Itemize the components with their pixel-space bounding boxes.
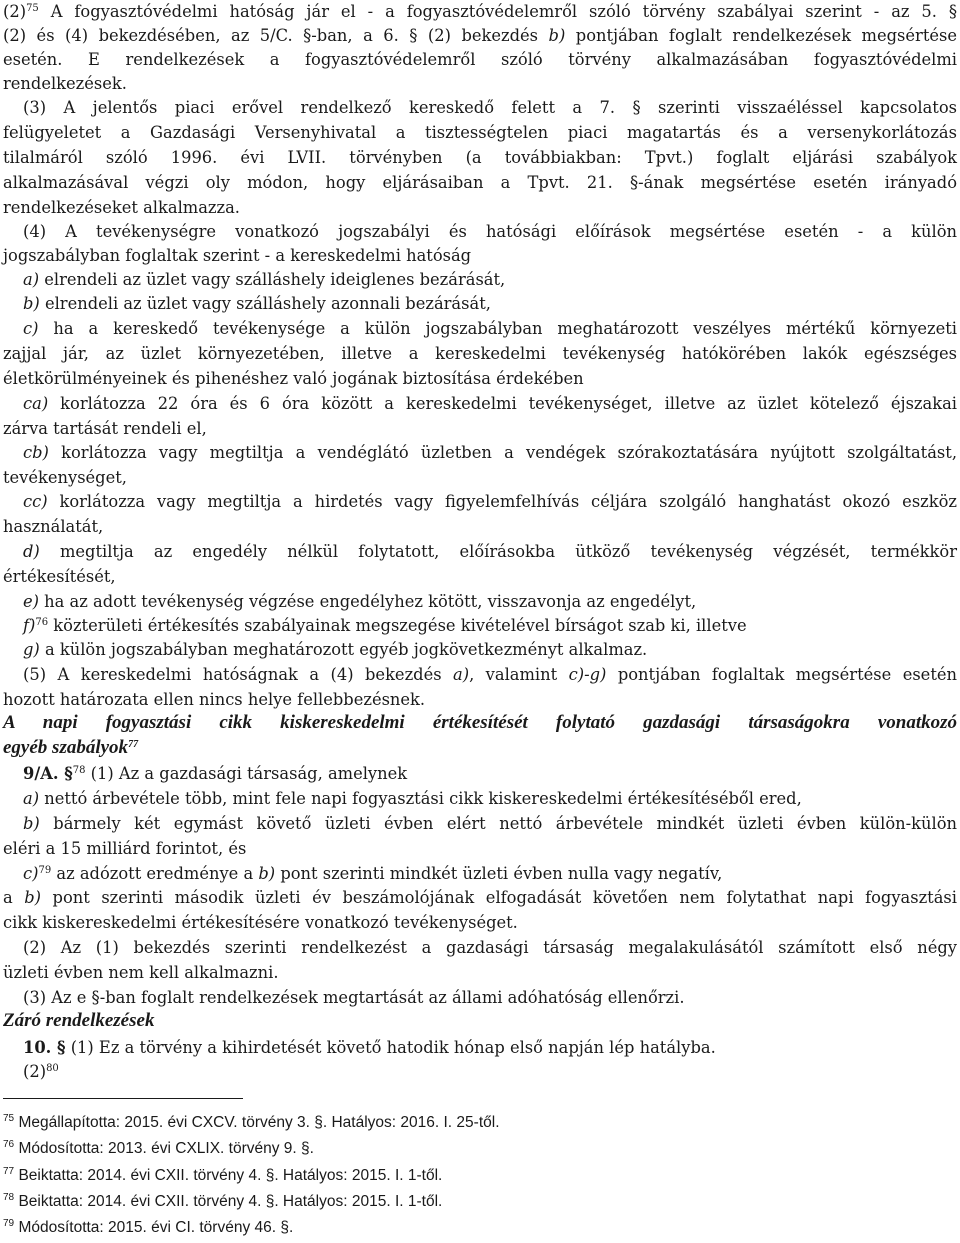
item-text: közterületi értékesítés szabályainak megszegése kivételével bírságot szab ki, illetve: [48, 616, 747, 635]
text: rendelkezések.: [3, 74, 127, 93]
s9a-p3: (3) Az e §-ban foglalt rendelkezések megtartását az állami adóhatóság ellenőrzi.: [23, 988, 685, 1007]
text: esetén. E rendelkezések a fogyasztóvédelemről szóló törvény alkalmazásában fogyasztóvédelmi: [3, 50, 957, 69]
item-text: pont szerinti mindkét üzleti évben nulla vagy negatív,: [275, 864, 723, 883]
item-f: [23, 614, 957, 638]
point-ref: b): [548, 26, 566, 45]
text: (5) A kereskedelmi hatóságnak a (4) bekezdés: [23, 665, 453, 684]
section-9a-line1: [23, 762, 957, 786]
point-ref: c)-g): [568, 665, 607, 684]
para4-intro-line2: jogszabályban foglaltak szerint - a kereskedelmi hatóság: [3, 246, 472, 265]
footnote-number: 78: [3, 1192, 15, 1203]
section-heading-line2: [3, 736, 957, 760]
footnote-text: Beiktatta: 2014. évi CXII. törvény 4. §. Hatályos: 2015. I. 1-től.: [18, 1167, 443, 1184]
item-b: [23, 292, 957, 316]
item-cc-line1: [23, 490, 957, 514]
item-label: e): [23, 592, 39, 611]
item-text: elrendeli az üzlet vagy szálláshely azonnali bezárását,: [39, 294, 491, 313]
footnote-number: 79: [3, 1218, 15, 1229]
closing-heading: Záró rendelkezések: [3, 1010, 155, 1031]
item-label: b): [23, 294, 40, 313]
footnote-text: Megállapította: 2015. évi CXCV. törvény 3. §. Hatályos: 2016. I. 25-től.: [18, 1114, 500, 1131]
item-label: ca): [23, 394, 49, 413]
item-text: korlátozza vagy megtiltja a vendéglátó üzletben a vendégek szórakoztatására nyújtott szolgáltatást,: [48, 443, 957, 462]
item-text: bármely két egymást követő üzleti évben elért nettó árbevétele mindkét üzleti évben külön-külön: [39, 814, 957, 833]
item-text: korlátozza 22 óra és 6 óra között a kereskedelmi tevékenységet, illetve az üzlet kötelező éjszakai: [48, 394, 957, 413]
item-ca-line2: zárva tartását rendeli el,: [3, 419, 207, 438]
item-label: c): [23, 319, 39, 338]
para2-text: A fogyasztóvédelmi hatóság jár el - a fogyasztóvédelemről szóló törvény szabályai szerint - az 5. §: [38, 2, 957, 21]
para2-line1: [3, 0, 957, 24]
footnote-76: [3, 1136, 314, 1162]
item-cb-line2: tevékenységet,: [3, 468, 127, 487]
item-label: c): [23, 864, 39, 883]
item-c-line3: életkörülményeinek és pihenéshez való jogának biztosítása érdekében: [3, 369, 584, 388]
para3-line1: (3) A jelentős piaci erővel rendelkező kereskedő felett a 7. § szerinti visszaéléssel kapcsolatos: [23, 98, 957, 117]
point-ref: a): [453, 665, 470, 684]
point-ref: b): [258, 864, 276, 883]
s9a-item-b-line2: eléri a 15 milliárd forintot, és: [3, 839, 247, 858]
para5-line1: [23, 663, 957, 687]
para3-line3: tilalmáról szóló 1996. évi LVII. törvényben (a továbbiakban: Tpvt.) foglalt eljárási szabályok: [3, 148, 957, 167]
text: (2) és (4) bekezdésében, az 5/C. §-ban, a 6. § (2) bekezdés: [3, 26, 549, 45]
footnote-text: Beiktatta: 2014. évi CXII. törvény 4. §. Hatályos: 2015. I. 1-től.: [18, 1193, 443, 1210]
item-label: f): [23, 616, 36, 635]
item-d-line1: [23, 540, 957, 564]
footnote-77: [3, 1163, 442, 1189]
item-ca-line1: [23, 392, 957, 416]
text: pontjában foglaltak megsértése esetén: [606, 665, 957, 684]
footnote-79: [3, 1215, 293, 1241]
text: , valamint: [469, 665, 569, 684]
footnote-78: [3, 1189, 442, 1215]
item-label: g): [23, 640, 40, 659]
item-a: [23, 268, 957, 292]
item-label: a): [23, 270, 40, 289]
para4-intro-line1: (4) A tevékenységre vonatkozó jogszabályi és hatósági előírások megsértése esetén - a külön: [23, 222, 957, 241]
footnote-ref-77[interactable]: 77: [128, 739, 139, 750]
footnote-ref-75[interactable]: 75: [26, 3, 39, 14]
footnote-text: Módosította: 2015. évi CI. törvény 46. §.: [18, 1219, 294, 1236]
footnote-ref-76[interactable]: 76: [35, 617, 49, 628]
text: pontjában foglalt rendelkezések megsértése: [565, 26, 957, 45]
section-intro: (1) Az a gazdasági társaság, amelynek: [85, 764, 408, 783]
para3-line5: rendelkezéseket alkalmazza.: [3, 198, 240, 217]
footnote-number: 77: [3, 1166, 15, 1177]
s9a-p2-line1: (2) Az (1) bekezdés szerinti rendelkezést a gazdasági társaság megalakulásától számított első négy: [23, 938, 957, 957]
footnote-divider: [3, 1098, 243, 1099]
item-text: ha az adott tevékenység végzése engedélyhez kötött, visszavonja az engedélyt,: [39, 592, 697, 611]
para3-line4: alkalmazásával végzi oly módon, hogy eljárásaiban a Tpvt. 21. §-ának megsértése esetén irányadó: [3, 173, 957, 192]
item-text: korlátozza vagy megtiltja a hirdetés vagy figyelemfelhívás céljára szolgáló hanghatást okozó eszköz: [47, 492, 957, 511]
para2-line4: [3, 72, 957, 96]
item-text: az adózott eredménye a: [51, 864, 259, 883]
s9a-item-a: [23, 787, 957, 811]
item-cb-line1: [23, 441, 957, 465]
footnote-number: 75: [3, 1113, 15, 1124]
footnote-75: [3, 1110, 500, 1136]
para3-line2: felügyeletet a Gazdasági Versenyhivatal a tisztességtelen piaci magatartás és a versenykorlátozás: [3, 123, 957, 142]
section-number: 9/A. §: [23, 764, 73, 783]
footnote-ref-78[interactable]: 78: [72, 765, 86, 776]
s9a-p2-line2: üzleti évben nem kell alkalmazni.: [3, 963, 279, 982]
footnote-text: Módosította: 2013. évi CXLIX. törvény 9. §.: [18, 1140, 314, 1157]
para-label: (2): [23, 1062, 47, 1081]
item-g: [23, 638, 957, 662]
item-label: d): [23, 542, 40, 561]
item-c-line1: [23, 317, 957, 341]
s9a-item-b-line1: [23, 812, 957, 836]
item-label: cc): [23, 492, 48, 511]
text: pont szerinti második üzleti év beszámolójának elfogadását követően nem folytathat napi fogyasztási: [41, 888, 957, 907]
item-label: b): [23, 814, 40, 833]
footnote-ref-80[interactable]: 80: [46, 1063, 59, 1074]
para2-line3: [3, 48, 957, 72]
footnote-number: 76: [3, 1139, 15, 1150]
item-cc-line2: használatát,: [3, 517, 104, 536]
item-text: megtiltja az engedély nélkül folytatott, előírásokba ütköző tevékenység végzését, termékkör: [39, 542, 957, 561]
item-text: elrendeli az üzlet vagy szálláshely ideiglenes bezárását,: [39, 270, 506, 289]
item-c-line2: zajjal jár, az üzlet környezetében, illetve a kereskedelmi tevékenység hatókörében lakók egészséges: [3, 344, 957, 363]
s9a-tail-line1: [3, 886, 957, 910]
para5-line2: hozott határozata ellen nincs helye fellebbezésnek.: [3, 690, 426, 709]
section-heading-line1: A napi fogyasztási cikk kiskereskedelmi értékesítését folytató gazdasági társaságokra vonatkozó: [3, 712, 957, 733]
s9a-tail-line2: cikk kiskereskedelmi értékesítésére vonatkozó tevékenységet.: [3, 913, 518, 932]
heading-text: egyéb szabályok: [3, 737, 129, 758]
item-d-line2: értékesítését,: [3, 567, 116, 586]
s9a-item-c: [23, 862, 957, 886]
point-ref: b): [24, 888, 42, 907]
item-text: a külön jogszabályban meghatározott egyéb jogkövetkezményt alkalmaz.: [39, 640, 648, 659]
item-text: ha a kereskedő tevékenysége a külön jogszabályban meghatározott veszélyes mértékű környezeti: [38, 319, 957, 338]
item-text: nettó árbevétele több, mint fele napi fogyasztási cikk kiskereskedelmi értékesítéséből ered,: [39, 789, 802, 808]
para2-label: (2): [3, 2, 27, 21]
section-text: (1) Ez a törvény a kihirdetését követő hatodik hónap első napján lép hatályba.: [65, 1038, 716, 1057]
item-label: cb): [23, 443, 49, 462]
section-number: 10. §: [23, 1038, 66, 1057]
section-10-line1: [23, 1036, 957, 1060]
para2-line2: [3, 24, 957, 48]
footnote-ref-79[interactable]: 79: [38, 865, 52, 876]
item-label: a): [23, 789, 40, 808]
item-e: [23, 590, 957, 614]
section-10-line2: [23, 1060, 957, 1084]
text: a: [3, 888, 25, 907]
